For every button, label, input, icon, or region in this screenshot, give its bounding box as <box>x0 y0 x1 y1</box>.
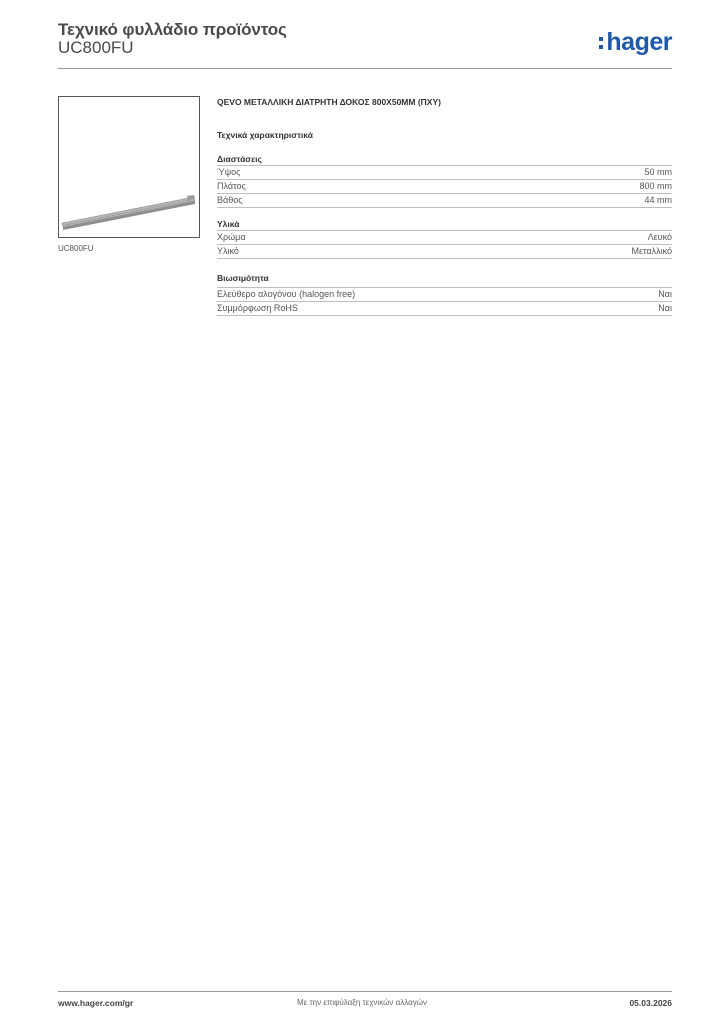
spec-label: Συμμόρφωση RoHS <box>217 303 298 313</box>
spec-group-materials <box>217 218 672 259</box>
spec-content <box>217 96 672 316</box>
spec-label: Ελεύθερο αλογόνου (halogen free) <box>217 289 356 299</box>
header-title: Τεχνικό φυλλάδιο προϊόντος <box>58 20 287 39</box>
spec-row <box>217 287 672 301</box>
footer-website-link[interactable]: www.hager.com/gr <box>58 998 134 1008</box>
group-heading: Βιωσιμότητα <box>217 273 269 283</box>
hager-logo <box>599 28 672 57</box>
spec-label: Υλικό <box>217 246 239 256</box>
footer-divider <box>58 991 672 992</box>
footer-date: 05.03.2026 <box>629 998 672 1008</box>
product-image <box>58 96 200 238</box>
spec-row <box>217 193 672 208</box>
spec-label: Βάθος <box>217 195 243 205</box>
spec-row <box>217 301 672 316</box>
spec-value: Λευκό <box>647 232 672 242</box>
spec-value: 50 mm <box>644 167 672 177</box>
spec-row <box>217 165 672 179</box>
product-title: QEVO ΜΕΤΑΛΛΙΚΗ ΔΙΑΤΡΗΤΗ ΔΟΚΟΣ 800X50MM (ΠΧΥ) <box>217 97 441 107</box>
spec-label: Χρώμα <box>217 232 246 242</box>
footer-disclaimer: Με την επιφύλαξη τεχνικών αλλαγών <box>297 998 427 1007</box>
product-code: UC800FU <box>58 38 134 57</box>
spec-row <box>217 230 672 244</box>
specs-heading: Τεχνικά χαρακτηριστικά <box>217 130 313 140</box>
logo-dots-icon <box>599 37 603 49</box>
spec-value: Ναι <box>658 303 672 313</box>
image-caption: UC800FU <box>58 244 94 253</box>
spec-value: 44 mm <box>644 195 672 205</box>
spec-group-sustainability <box>217 272 672 316</box>
spec-value: 800 mm <box>639 181 672 191</box>
spec-value: Μεταλλικό <box>631 246 672 256</box>
header-divider <box>58 68 672 69</box>
spec-group-dimensions <box>217 153 672 208</box>
group-heading: Διαστάσεις <box>217 154 262 164</box>
group-heading: Υλικά <box>217 219 240 229</box>
spec-label: Ύψος <box>217 167 241 177</box>
beam-product-icon <box>59 97 199 237</box>
spec-label: Πλάτος <box>217 181 246 191</box>
spec-value: Ναι <box>658 289 672 299</box>
logo-text: hager <box>606 28 672 56</box>
spec-row <box>217 179 672 193</box>
spec-row <box>217 244 672 259</box>
